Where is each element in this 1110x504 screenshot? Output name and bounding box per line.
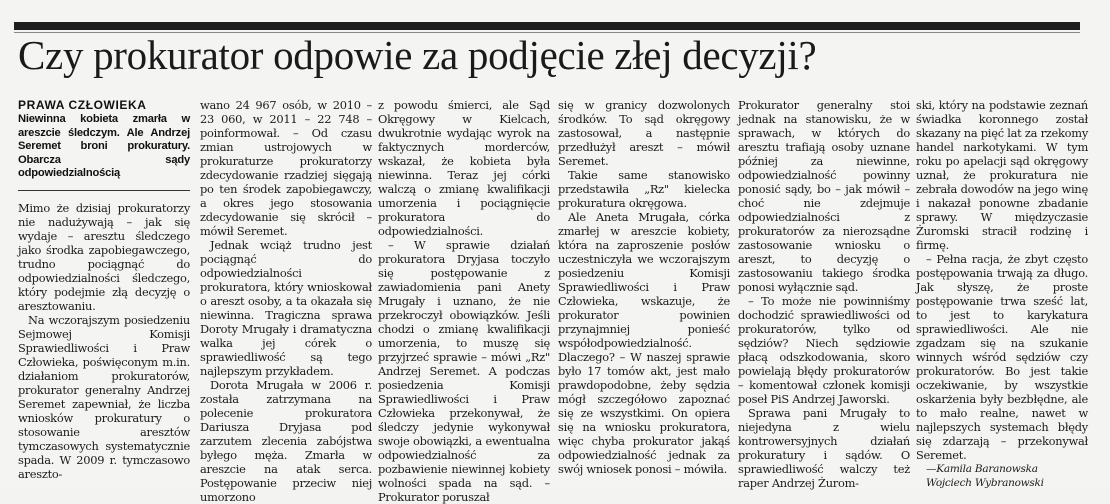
paragraph: – To może nie powinniśmy dochodzić sprawiedliwości od prokuratorów, tylko od sędziów? Niech sędziowie płacą odszkodowania, skoro powielają błędy prokuratorów – komentował członek komisji poseł PiS Andrzej Jaworski. — [738, 294, 910, 406]
paragraph: Jednak wciąż trudno jest pociągnąć do odpowiedzialności prokuratora, który wnioskował o areszt osoby, a ta okazała się niewinna. Tragiczna sprawa Doroty Mrugały i dramatyczna walka jej córek o sprawiedliwość są tego najlepszym przykładem. — [200, 238, 372, 378]
paragraph: Dorota Mrugała w 2006 r. została zatrzymana na polecenie prokuratora Dariusza Dryjasa pod zarzutem zlecenia zabójstwa byłego męża. Zmarła w areszcie na atak serca. Postępowanie przeciw niej umorzono — [200, 378, 372, 504]
column-2 — [200, 98, 372, 504]
paragraph: ski, który na podstawie zeznań świadka koronnego został skazany na pięć lat za rzekomy handel narkotykami. W tym roku po apelacji sąd okręgowy uznał, że prokuratura nie zebrała dowodów na jego winę i nakazał ponowne zbadanie sprawy. W międzyczasie Żuromski stracił rodzinę i firmę. — [916, 98, 1088, 252]
author-signature: —Kamila Baranowska — [926, 463, 1038, 475]
headline: Czy prokurator odpowie za podjęcie złej decyzji? — [18, 32, 817, 78]
paragraph: Na wczorajszym posiedzeniu Sejmowej Komisji Sprawiedliwości i Praw Człowieka, poświęconym m.in. działaniom prokuratorów, prokurator generalny Andrzej Seremet zapewniał, że liczba wniosków prokuratury o stosowanie aresztów tymczasowych systematycznie spada. W 2009 r. tymczasowo areszto- — [18, 312, 190, 481]
column-1-body — [18, 201, 190, 481]
paragraph: Sprawa pani Mrugały to niejedyna z wielu kontrowersyjnych działań prokuratury i sądów. O sprawiedliwość walczy też raper Andrzej Żurom- — [738, 406, 910, 490]
paragraph: wano 24 967 osób, w 2010 – 23 060, w 2011 – 22 748 – poinformował. – Od czasu zmian ustrojowych w prokuraturze prokuratorzy zdecydowanie rzadziej sięgają po ten środek zapobiegawczy, a okres jego stosowania zdecydowanie się skrócił – mówił Seremet. — [200, 98, 372, 238]
paragraph: się w granicy dozwolonych środków. To sąd okręgowy zastosował, a następnie przedłużył areszt – mówił Seremet. — [558, 98, 730, 168]
column-6 — [916, 98, 1088, 490]
lead-text: Niewinna kobieta zmarła w areszcie śledczym. Ale Andrzej Seremet broni prokuratury. Obarcza sądy odpowiedzialnością — [18, 113, 190, 179]
paragraph: Mimo że dzisiaj prokuratorzy nie nadużywają – jak się wydaje – aresztu śledczego jako środka zapobiegawczego, trudno pociągnąć do odpowiedzialności śledczego, który podejmie złą decyzję o aresztowaniu. — [18, 200, 190, 313]
lead-divider — [18, 190, 190, 191]
paragraph: – W sprawie działań prokuratora Dryjasa toczyło się postępowanie z zawiadomienia pani Anety Mrugały i uznano, że nie przekroczył obowiązków. Jeśli chodzi o zmianę kwalifikacji umorzenia, to muszę się przyjrzeć sprawie – mówi „Rz" Andrzej Seremet. A podczas posiedzenia Komisji Sprawiedliwości i Praw Człowieka przekonywał, że śledczy jedynie wykonywał swoje obowiązki, a ewentualna odpowiedzialność za pozbawienie niewinnej kobiety wolności spada na sąd. – Prokurator poruszał — [378, 238, 550, 504]
column-1 — [18, 98, 190, 481]
column-4 — [558, 98, 730, 476]
section-label: PRAWA CZŁOWIEKA — [18, 98, 147, 112]
paragraph: – Pełna racja, że zbyt często postępowania trwają za długo. Jak słyszę, że proste postępowanie trwa sześć lat, to jest to karykatura sprawiedliwości. Ale nie zgadzam się na szukanie winnych wśród sędziów czy prokuratorów. Bo jest takie oczekiwanie, by wszystkie oskarżenia były bezbłędne, ale to mało realne, nawet w najlepszych systemach błędy się zdarzają – przekonywał Seremet. — [916, 252, 1088, 462]
top-rule — [14, 22, 1080, 30]
author-signature: Wojciech Wybranowski — [926, 477, 1044, 489]
column-3 — [378, 98, 550, 504]
column-5 — [738, 98, 910, 490]
paragraph: Takie same stanowisko przedstawiła „Rz" kielecka prokuratura okręgowa. — [558, 168, 730, 210]
paragraph: z powodu śmierci, ale Sąd Okręgowy w Kielcach, dwukrotnie wydając wyrok na faktycznych morderców, wskazał, że kobieta była niewinna. Teraz jej córki walczą o zmianę kwalifikacji umorzenia i pociągnięcie prokuratora do odpowiedzialności. — [378, 98, 550, 238]
paragraph: Ale Aneta Mrugała, córka zmarłej w areszcie kobiety, która na zaproszenie posłów uczestniczyła we wczorajszym posiedzeniu Komisji Sprawiedliwości i Praw Człowieka, wskazuje, że prokurator powinien przynajmniej ponieść współodpowiedzialność. Dlaczego? – W naszej sprawie było 17 tomów akt, jest mało prawdopodobne, żeby sędzia mógł szczegółowo zapoznać się ze wszystkimi. On opiera się na wniosku prokuratora, więc chyba prokurator jakąś odpowiedzialność jednak za swój wniosek ponosi – mówiła. — [558, 210, 730, 476]
paragraph: Prokurator generalny stoi jednak na stanowisku, że w sprawach, w których do aresztu trafiają osoby uznane później za niewinne, odpowiedzialność powinny ponosić sądy, bo – jak mówił – choć nie zdejmuje odpowiedzialności z prokuratorów za nierozsądne zastosowanie wniosku o areszt, to decyzję o zastosowaniu takiego środka ponosi wyłącznie sąd. — [738, 98, 910, 294]
